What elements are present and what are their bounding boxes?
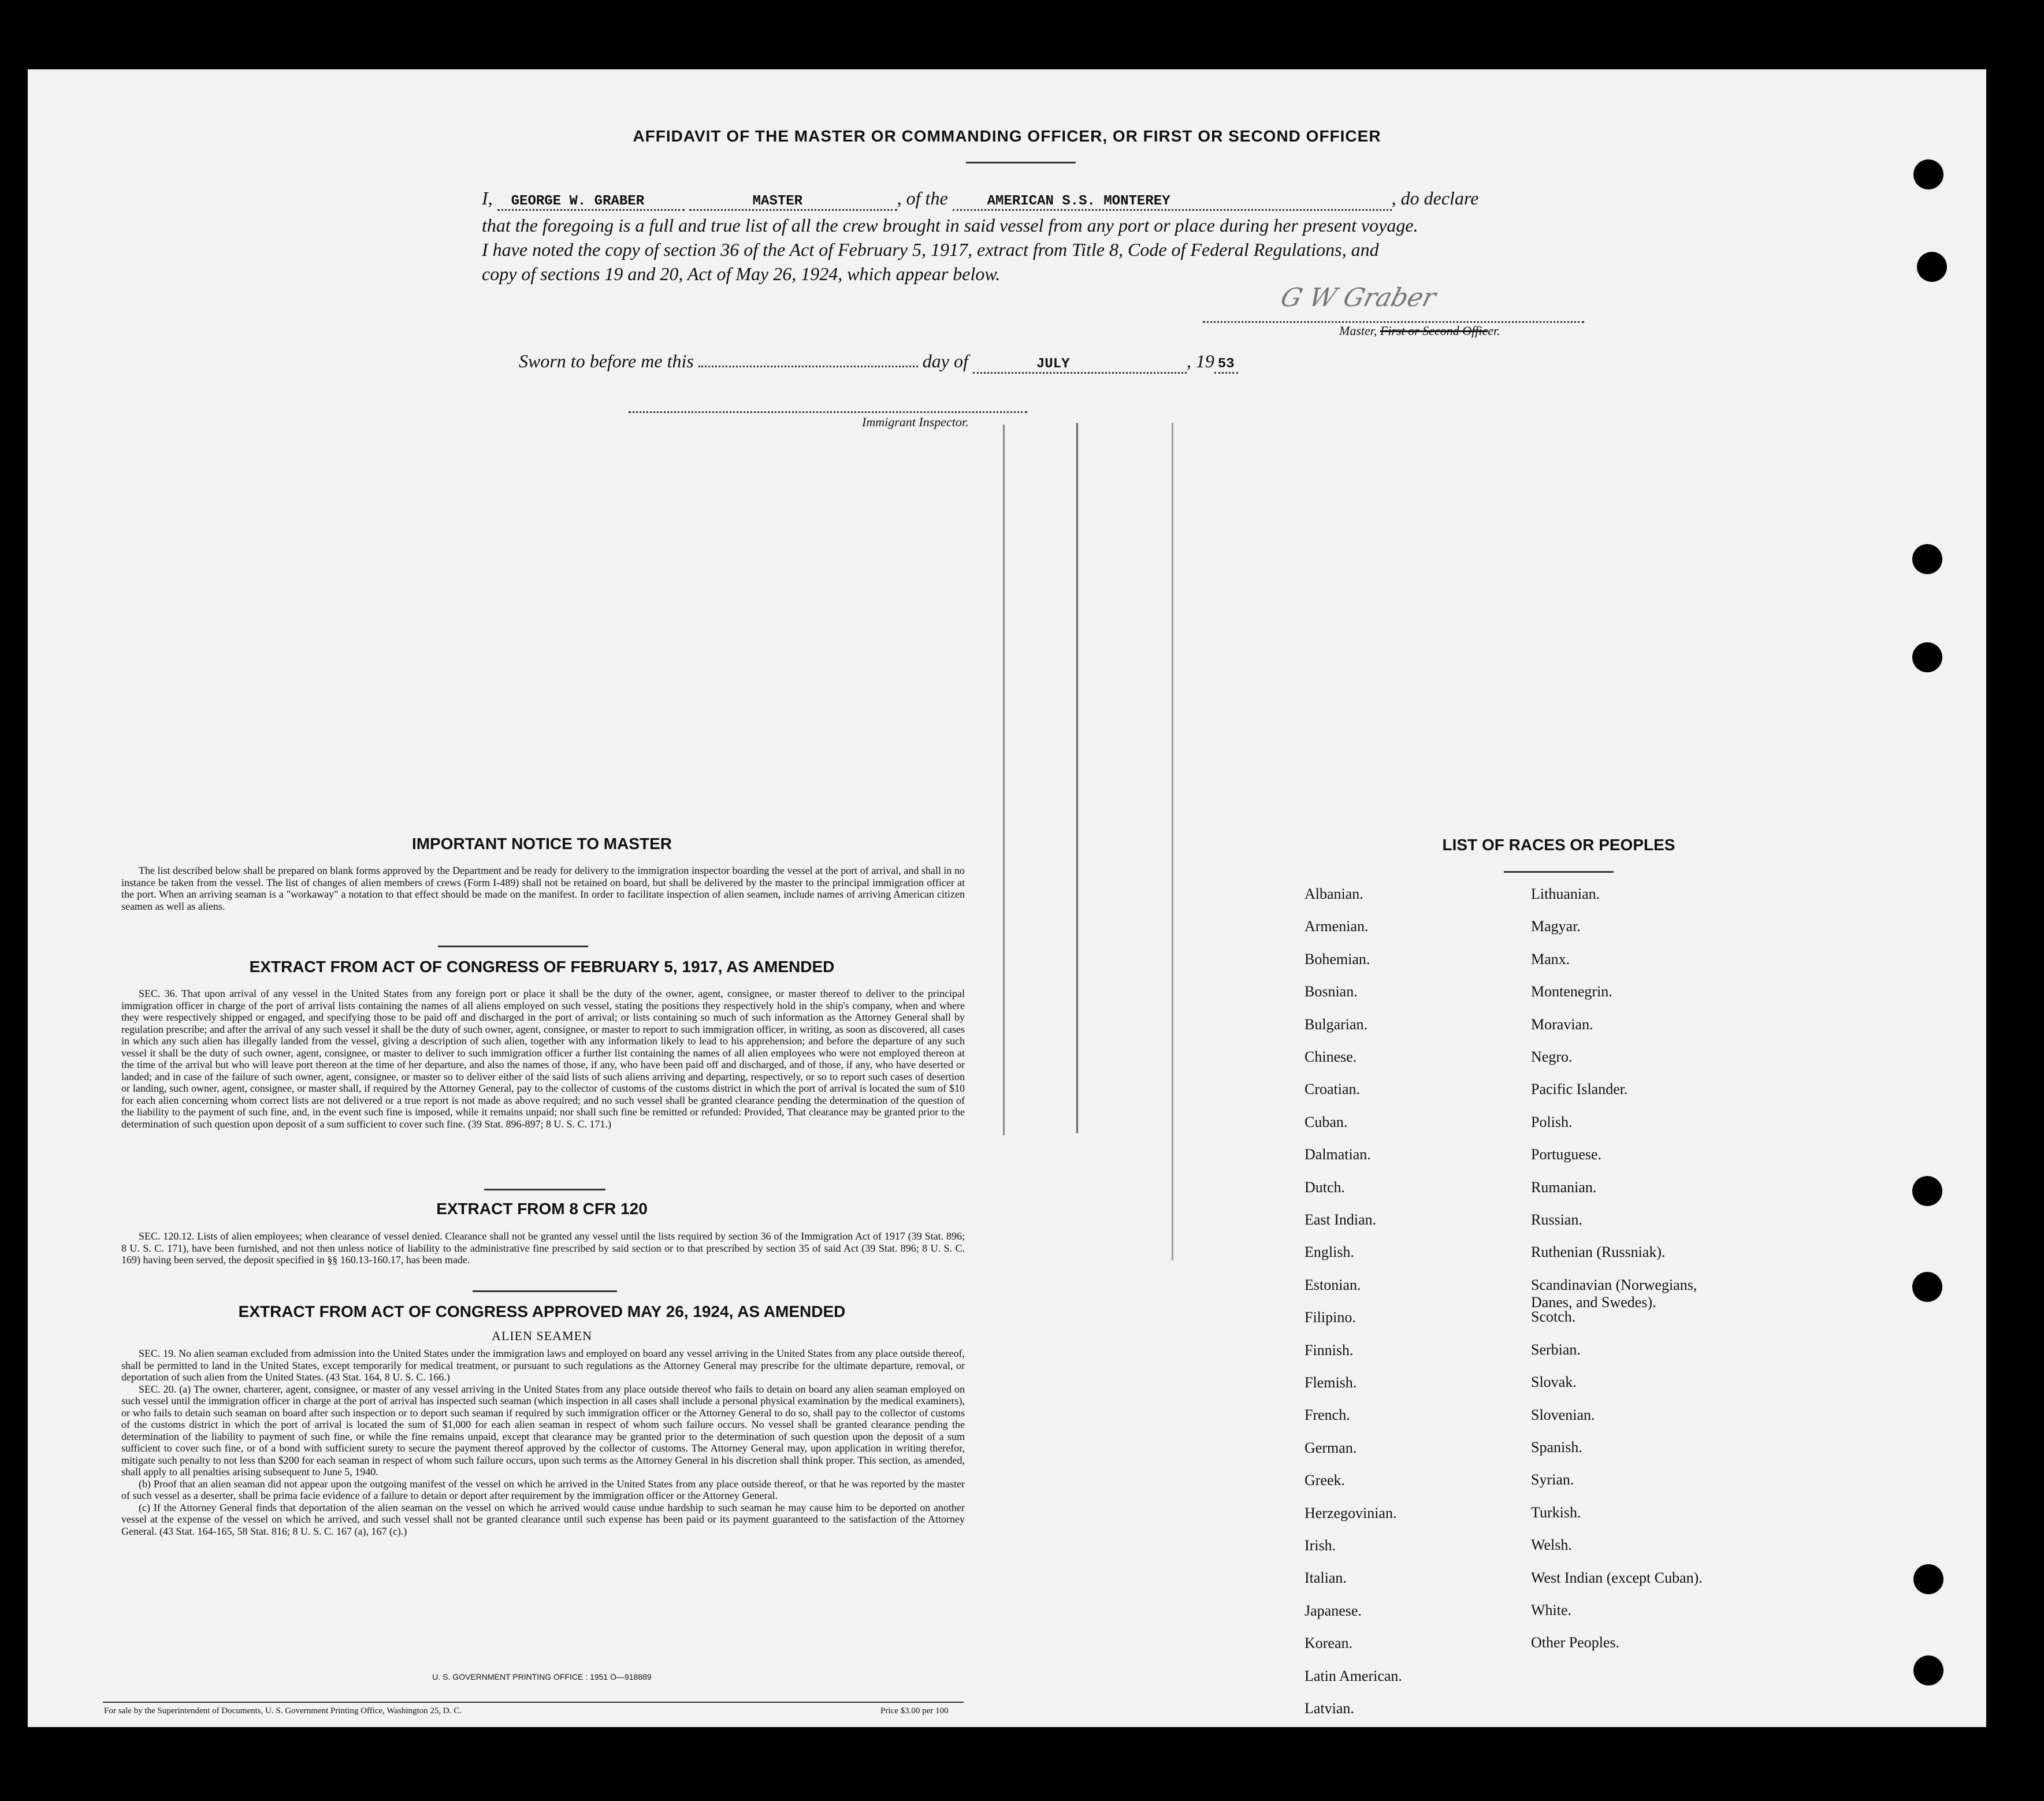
signature-caption [1339,323,1500,338]
race-item: Rumanian. [1531,1178,1597,1196]
affidavit-title: AFFIDAVIT OF THE MASTER OR COMMANDING OFFICER, OR FIRST OR SECOND OFFICER [633,127,1381,145]
race-item: Latvian. [1305,1700,1354,1717]
day-of-text: day of [922,351,968,371]
race-item: Herzegovinian. [1305,1504,1397,1521]
inspector-signature-line [629,409,1027,413]
extract-1917-rule [484,1189,605,1190]
year-prefix: , 19 [1186,351,1214,371]
punch-hole-2 [1917,252,1947,282]
master-signature: G W Graber [1277,283,1439,312]
month-field: JULY [973,356,1187,374]
vessel-field: AMERICAN S.S. MONTEREY [953,194,1392,211]
do-declare-text: , do declare [1391,188,1479,209]
races-title: LIST OF RACES OR PEOPLES [1442,836,1675,854]
race-item: Moravian. [1531,1015,1593,1033]
affidavit-line-3: I have noted the copy of section 36 of the Act of February 5, 1917, extract from Title 8, Code of Federal Regulations, and [482,239,1379,260]
form-rule-1 [1003,425,1005,1135]
race-item: Italian. [1305,1569,1347,1587]
affidavit-i: I, [482,188,493,209]
race-item: Scotch. [1531,1308,1576,1326]
sec19-text: SEC. 19. No alien seaman excluded from admission into the United States under the immigration laws and employed on board any vessel arriving in the United States from any place outside thereof, shall be permitted to land in the United States, except temporarily for medical treatment, or pursuant to such regulations as the Attorney General may prescribe for the ultimate departure, removal, or deportation of such alien from the United States. (43 Stat. 164, 8 U. S. C. 166.) [121,1348,965,1383]
race-item: Spanish. [1531,1439,1582,1456]
extract-1917-body: SEC. 36. That upon arrival of any vessel in the United States from any foreign port or place it shall be the duty of the owner, agent, consignee, or master thereof to deliver to the principal immigration officer in charge of the port of arrival lists containing the names of all aliens employed on such vessel, stating the positions they respectively hold in the ship's company, when and where they were respectively shipped or engaged, and specifying those to be paid off and discharged in the port of arrival; or lists containing so much of such information as the Attorney General shall by regulation prescribe; and after the arrival of any such vessel it shall be the duty of such owner, agent, consignee, or master to report to such immigration officer, in writing, as soon as discovered, all cases in which any such alien has illegally landed from the vessel, giving a description of such alien, together with any information likely to lead to his apprehension; and before the departure of any such vessel it shall be the duty of such owner, agent, consignee, or master to deliver to such immigration officer a further list containing the names of all alien employees who were not employed thereon at the time of the arrival but who will leave port thereon at the time of her departure, and also the names of those, if any, who have been paid off and discharged, and of those, if any, who have deserted or landed; and in case of the failure of such owner, agent, consignee, or master so to deliver either of the said lists of such aliens arriving and departing, respectively, or so to report such cases of desertion or landing, such owner, agent, consignee, or master shall, if required by the Attorney General, pay to the collector of customs of the customs district in which the port of arrival is located the sum of $10 for each alien concerning whom correct lists are not delivered or a true report is not made as above required; and no such vessel shall be granted clearance pending the determination of the question of the liability to the payment of such fine, and, in the event such fine is imposed, while it remains unpaid; nor shall such fine be remitted or refunded: Provided, That clearance may be granted prior to the determination of such question upon deposit of a sum sufficient to cover such fine. (39 Stat. 896-897; 8 U. S. C. 171.) [121,988,965,1130]
form-rule-3 [1172,423,1173,1260]
position-field: MASTER [689,194,897,211]
race-item: Pacific Islander. [1531,1081,1628,1098]
cfr-body: SEC. 120.12. Lists of alien employees; when clearance of vessel denied. Clearance shall not be granted any vessel until the lists required by section 36 of the Immigration Act of 1917 (39 Stat. 896; 8 U. S. C. 171), have been furnished, and not then unless notice of liability to the administrative fine prescribed by said section or to that prescribed by section 35 of said Act (39 Stat. 896; 8 U. S. C. 169) having been served, the deposit specified in §§ 160.13-160.17, has been made. [121,1230,965,1266]
form-rule-2 [1076,423,1078,1133]
race-item: Manx. [1531,950,1570,968]
extract-1924-body [121,1348,965,1537]
extract-1917-title: EXTRACT FROM ACT OF CONGRESS OF FEBRUARY 5, 1917, AS AMENDED [249,958,835,976]
race-item: Bohemian. [1305,950,1370,968]
affidavit-line-2: that the foregoing is a full and true list of all the crew brought in said vessel from any port or place during her present voyage. [482,215,1418,236]
caption-master: Master, [1339,323,1380,338]
signature-line [1203,319,1584,323]
race-item: Turkish. [1531,1504,1581,1521]
punch-hole-5 [1912,1176,1942,1206]
race-item: Irish. [1305,1537,1336,1554]
race-item: Slovenian. [1531,1406,1595,1423]
sworn-text: Sworn to before me this [519,351,694,371]
race-item: Estonian. [1305,1276,1361,1293]
race-item: Dalmatian. [1305,1146,1371,1163]
race-item: Slovak. [1531,1374,1577,1391]
race-item: Serbian. [1531,1341,1581,1358]
affidavit-line-4: copy of sections 19 and 20, Act of May 26, 1924, which appear below. [482,263,1001,284]
race-item: Korean. [1305,1635,1353,1652]
race-item: Chinese. [1305,1048,1357,1065]
notice-body: The list described below shall be prepared on blank forms approved by the Department and be ready for delivery to the immigration inspector boarding the vessel at the port of arrival, and shall in no instance be taken from the vessel. The list of changes of alien members of crews (Form I-489) shall not be retained on board, but shall be delivered by the master to the principal immigration officer at the port. When an arriving seaman is a "workaway" a notation to that effect should be made on the manifest. In order to facilitate inspection of alien seamen, include names of arriving American citizen seamen as well as aliens. [121,865,965,912]
document-sheet [28,69,1986,1727]
punch-hole-4 [1912,642,1942,672]
races-rule [1504,871,1614,873]
gpo-imprint: U. S. GOVERNMENT PRINTING OFFICE : 1951 O—918889 [432,1672,652,1681]
cfr-rule [473,1290,617,1292]
race-item: Ruthenian (Russniak). [1531,1244,1666,1261]
immigrant-inspector-label: Immigrant Inspector. [862,415,969,429]
caption-suffix: er. [1488,323,1500,338]
race-item: French. [1305,1406,1350,1424]
extract-1924-title: EXTRACT FROM ACT OF CONGRESS APPROVED MAY 26, 1924, AS AMENDED [238,1303,846,1320]
race-item: Albanian. [1305,885,1363,902]
race-item: White. [1531,1602,1572,1618]
race-item: Japanese. [1305,1602,1362,1619]
sec20c-text: (c) If the Attorney General finds that deportation of the alien seaman on the vessel on which he arrived would cause undue hardship to such seaman he may cause him to be deported on another vessel at the expense of the vessel on which he arrived, and such vessel shall not be granted clearance until such expense has been paid or its payment guaranteed to the satisfaction of the Attorney General. (43 Stat. 164-165, 58 Stat. 816; 8 U. S. C. 167 (a), 167 (c).) [121,1501,965,1537]
race-item: Latin American. [1305,1667,1402,1684]
year-field: 53 [1214,356,1238,374]
punch-hole-3 [1912,544,1942,574]
punch-hole-6 [1912,1272,1942,1302]
sec20a-text: SEC. 20. (a) The owner, charterer, agent, consignee, or master of any vessel arriving in the United States from any place outside thereof who fails to detain on board any alien seaman employed on such vessel until the immigration officer in charge at the port of arrival has inspected such seaman (which inspection in all cases shall include a personal physical examination by the medical examiners), or who fails to detain such seaman on board after such inspection or to deport such seaman if required by such immigration officer or the Attorney General to do so, shall pay to the collector of customs of the customs district in which the port of arrival is located the sum of $1,000 for each alien seaman in respect of whom such failure occurs. No vessel shall be granted clearance pending the determination of the liability to payment of such fine, or while the fine remains unpaid, except that clearance may be granted prior to the determination of such question upon the deposit of a sum sufficient to cover such fine, or of a bond with sufficient surety to secure the payment thereof approved by the collector of customs. The Attorney General may, upon application in writing therefor, mitigate such penalty to not less than $200 for each seaman in respect of whom such failure occurs, upon such terms as the Attorney General in his discretion shall think proper. This section, as amended, shall apply to all penalties arising subsequent to June 5, 1940. [121,1383,965,1478]
cfr-title: EXTRACT FROM 8 CFR 120 [436,1200,648,1218]
race-item: Syrian. [1531,1471,1574,1489]
of-the-text: , of the [897,188,948,209]
race-item: Cuban. [1305,1113,1348,1130]
sec20b-text: (b) Proof that an alien seaman did not appear upon the outgoing manifest of the vessel on which he arrived in the United States from any place outside thereof, or that he was reported by the master of such vessel as a deserter, shall be prima facie evidence of a failure to detain or deport after requirement by the immigration officer or the Attorney General. [121,1478,965,1501]
punch-hole-8 [1913,1655,1943,1685]
race-item: Croatian. [1305,1081,1361,1098]
race-item: Bulgarian. [1305,1015,1368,1033]
race-item: Other Peoples. [1531,1634,1620,1651]
alien-seamen-subtitle: ALIEN SEAMEN [492,1329,592,1343]
race-item: East Indian. [1305,1211,1377,1228]
race-item: Flemish. [1305,1374,1357,1391]
race-item: Greek. [1305,1472,1346,1489]
affidavit-line-1 [482,188,1603,211]
race-item: English. [1305,1244,1354,1261]
race-item: Portuguese. [1531,1146,1602,1163]
notice-rule [438,946,588,947]
notice-title: IMPORTANT NOTICE TO MASTER [411,835,672,853]
race-item: Filipino. [1305,1309,1356,1326]
caption-struck: First or Second Offic [1380,323,1488,338]
race-item: Scandinavian (Norwegians, Danes, and Swedes). [1531,1276,1697,1311]
punch-hole-7 [1913,1564,1943,1594]
race-item: Magyar. [1531,918,1581,935]
race-item: Lithuanian. [1531,885,1600,902]
race-item: German. [1305,1439,1357,1456]
master-name-field: GEORGE W. GRABER [497,194,685,211]
race-item: West Indian (except Cuban). [1531,1569,1703,1586]
race-item: Polish. [1531,1113,1573,1130]
sworn-day-field [698,348,918,367]
race-item: Welsh. [1531,1536,1572,1554]
race-item: Bosnian. [1305,983,1358,1000]
title-rule [966,162,1076,163]
footer-sale: For sale by the Superintendent of Documents, U. S. Government Printing Office, Washington 25, D. C. [104,1706,462,1716]
race-item: Russian. [1531,1211,1582,1228]
race-item: Finnish. [1305,1341,1354,1359]
race-item: Dutch. [1305,1178,1346,1196]
race-item: Negro. [1531,1048,1573,1065]
footer-rule [103,1702,964,1703]
race-item: Armenian. [1305,918,1369,935]
footer-price: Price $3.00 per 100 [880,1706,949,1716]
sworn-line [519,348,1238,374]
punch-hole-1 [1913,159,1943,189]
race-item: Montenegrin. [1531,983,1612,1000]
